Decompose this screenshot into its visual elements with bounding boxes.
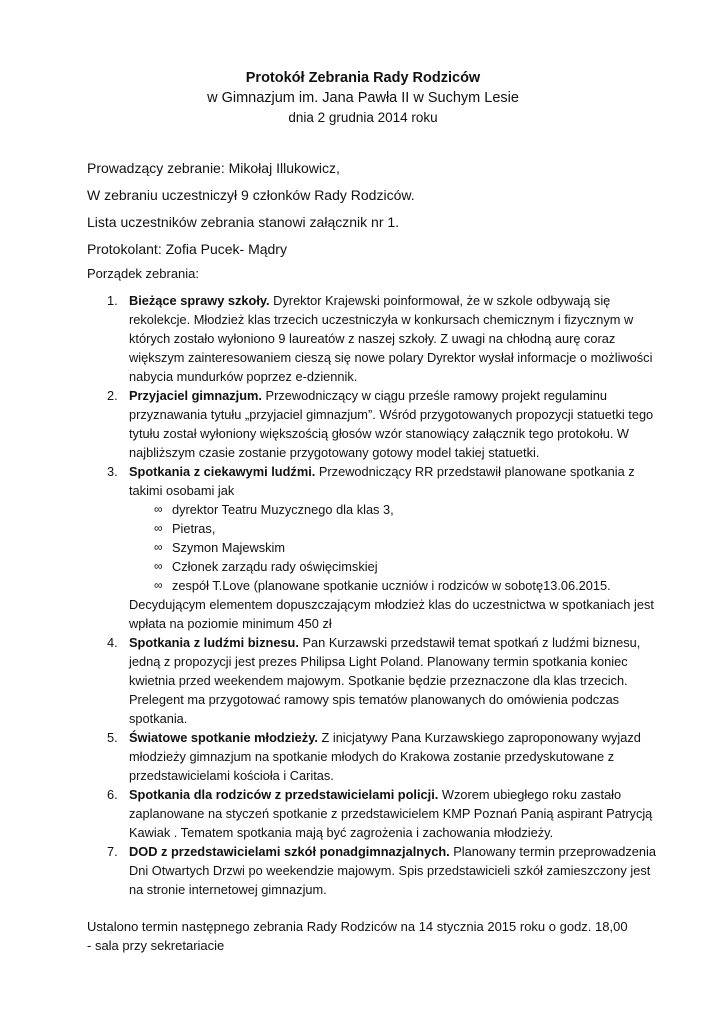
agenda-item-followup: Decydującym elementem dopuszczającym młodzież klas do uczestnictwa w spotkaniach jest wpłata na poziomie minimum 450 zł	[129, 597, 654, 631]
closing-paragraph: Ustalono termin następnego zebrania Rady Rodziców na 14 stycznia 2015 roku o godz. 18,00 - sala przy sekretariacie	[87, 919, 628, 953]
document-date: dnia 2 grudnia 2014 roku	[288, 110, 438, 125]
guest-item-text: Pietras,	[172, 521, 216, 536]
agenda-item-text: Przewodniczący RR przedstawił planowane spotkania z takimi osobami jak	[129, 464, 635, 498]
agenda-item-number: 4.	[107, 635, 118, 650]
guest-item-text: Szymon Majewskim	[172, 540, 286, 555]
agenda-item-title: DOD z przedstawicielami szkół ponadgimnazjalnych.	[129, 844, 450, 859]
guest-item-text: Członek zarządu rady oświęcimskiej	[172, 559, 378, 574]
agenda-item-title: Spotkania z ciekawymi ludźmi.	[129, 464, 316, 479]
agenda-item-5	[87, 728, 657, 785]
agenda-item-title: Spotkania dla rodziców z przedstawicielami policji.	[129, 787, 439, 802]
chair-line: Prowadzący zebranie: Mikołaj Illukowicz,	[87, 160, 340, 176]
agenda-item-1	[87, 291, 657, 386]
agenda-item-number: 2.	[107, 388, 118, 403]
infinity-bullet-icon: ∞	[154, 559, 163, 573]
attendance-line: W zebraniu uczestniczył 9 członków Rady Rodziców.	[87, 187, 415, 203]
guest-item	[154, 500, 657, 519]
agenda-item-text: Dyrektor Krajewski poinformował, że w szkole odbywają się rekolekcje. Młodzież klas trzecich uczestniczyła w konkursach chemicznym i fizycznym w których zostało wyłoniono 9 laureatów z naszej szkoły. Z uwagi na chłodną aurę coraz większym zainteresowaniem cieszą się nowe polary Dyrektor wysłał informacje o możliwości nabycia mundurków poprzez e-dziennik.	[129, 293, 653, 384]
document-title: Protokół Zebrania Rady Rodziców	[245, 70, 481, 86]
agenda-list	[87, 291, 656, 899]
infinity-bullet-icon: ∞	[154, 540, 163, 554]
agenda-item-title: Przyjaciel gimnazjum.	[129, 388, 262, 403]
agenda-item-7	[87, 842, 657, 899]
guest-item-text: dyrektor Teatru Muzycznego dla klas 3,	[172, 502, 394, 517]
attachment-line: Lista uczestników zebrania stanowi załącznik nr 1.	[87, 214, 400, 230]
infinity-bullet-icon: ∞	[154, 521, 163, 535]
agenda-item-number: 1.	[107, 293, 118, 308]
agenda-item-text: Pan Kurzawski przedstawił temat spotkań z ludźmi biznesu, jedną z propozycji jest prezes Philipsa Light Poland. Planowany termin spotkania koniec kwietnia przed weekendem majowym. Spotkanie będzie przeznaczone dla klas trzecich. Prelegent ma przygotować ramowy spis tematów planowanych do omówienia podczas spotkania.	[129, 635, 641, 726]
agenda-item-text: Planowany termin przeprowadzenia Dni Otwartych Drzwi po weekendzie majowym. Spis przedstawicieli szkół zamieszczony jest na stronie internetowej gimnazjum.	[129, 844, 656, 897]
agenda-item-number: 3.	[107, 464, 118, 479]
infinity-bullet-icon: ∞	[154, 502, 163, 516]
guest-item	[154, 557, 657, 576]
agenda-item-text: Przewodniczący w ciągu prześle ramowy projekt regulaminu przyznawania tytułu „przyjaciel gimnazjum”. Wśród przygotowanych propozycji statuetki tego tytułu został wyłoniony większością głosów wzór stanowiący załącznik tego protokołu. W najbliższym czasie zostanie przygotowany gotowy model takiej statuetki.	[129, 388, 654, 460]
agenda-item-text: Wzorem ubiegłego roku zastało zaplanowane na styczeń spotkanie z przedstawicielem KMP Poznań Panią aspirant Patrycją Kawiak . Tematem spotkania mają być zagrożenia i zachowania młodzieży.	[129, 787, 653, 840]
agenda-item-text: Z inicjatywy Pana Kurzawskiego zaproponowany wyjazd młodzieży gimnazjum na spotkanie młodych do Krakowa zostanie przedyskutowane z przedstawicielami kościoła i Caritas.	[129, 730, 641, 783]
agenda-item-number: 7.	[107, 844, 118, 859]
document-subtitle: w Gimnazjum im. Jana Pawła II w Suchym Lesie	[207, 90, 519, 106]
title-block	[79, 68, 647, 128]
agenda-item-6	[87, 785, 657, 842]
guest-item	[154, 576, 657, 595]
agenda-item-title: Światowe spotkanie młodzieży.	[129, 730, 318, 745]
guest-item	[154, 538, 657, 557]
recorder-line: Protokolant: Zofia Pucek- Mądry	[87, 241, 287, 257]
guest-list	[129, 500, 657, 595]
agenda-item-4	[87, 633, 657, 728]
agenda-item-3	[87, 462, 657, 633]
infinity-bullet-icon: ∞	[154, 578, 163, 592]
agenda-item-title: Bieżące sprawy szkoły.	[129, 293, 270, 308]
agenda-item-number: 5.	[107, 730, 118, 745]
guest-item-text: zespół T.Love (planowane spotkanie uczniów i rodziców w sobotę13.06.2015.	[172, 578, 611, 593]
document-page	[87, 68, 656, 955]
agenda-item-2	[87, 386, 657, 462]
agenda-heading: Porządek zebrania:	[87, 266, 200, 281]
guest-item	[154, 519, 657, 538]
agenda-item-title: Spotkania z ludźmi biznesu.	[129, 635, 299, 650]
agenda-item-number: 6.	[107, 787, 118, 802]
